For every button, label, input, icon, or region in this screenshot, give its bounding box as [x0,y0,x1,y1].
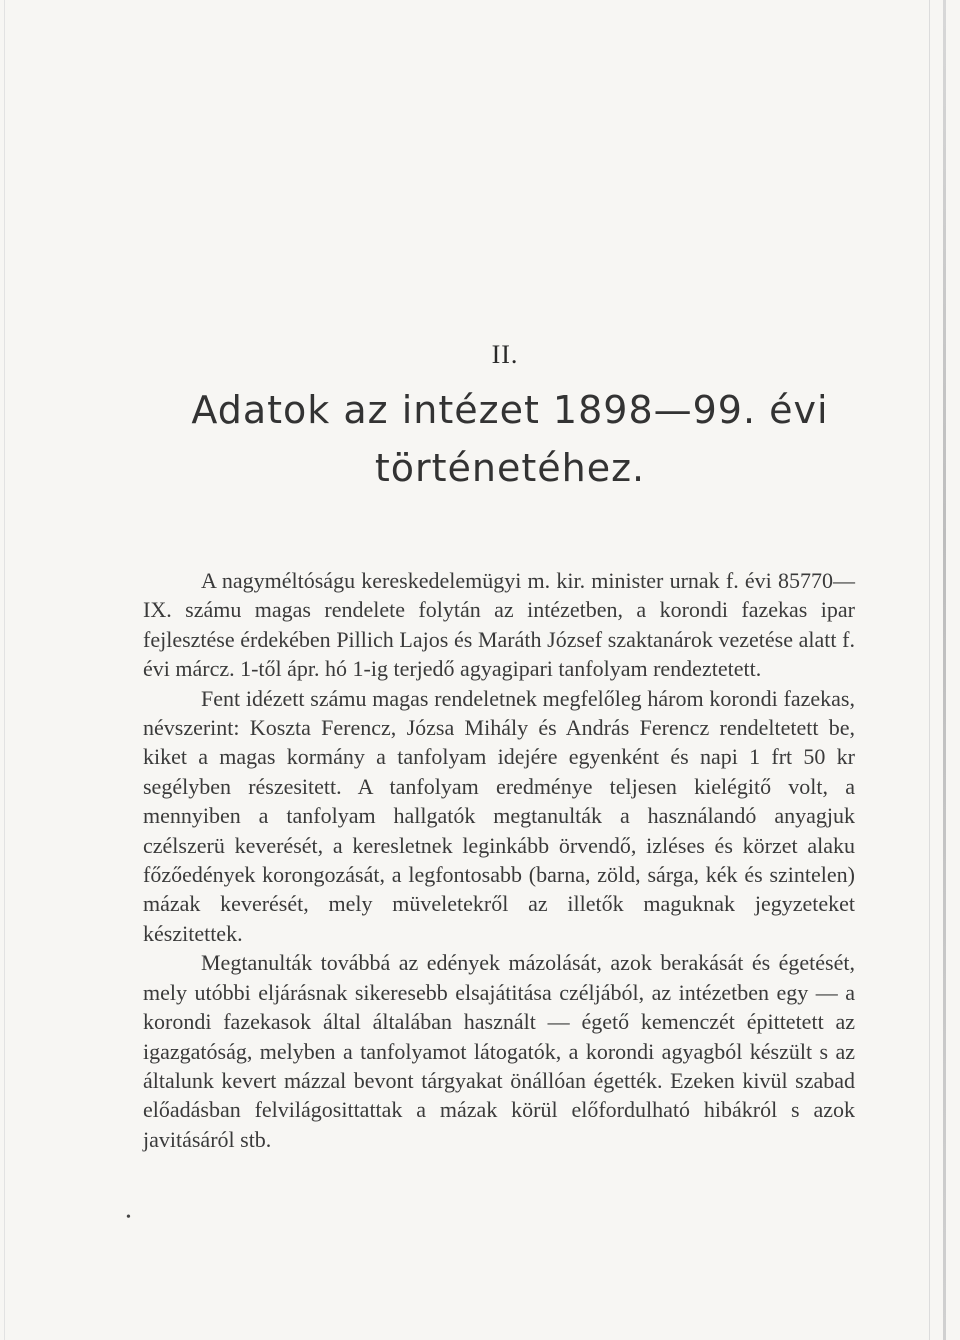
paragraph-2: Fent idézett számu magas rendeletnek megfelőleg három korondi fazekas, névszerint: Koszta Ferencz, Józsa Mihály és András Ferencz rendeltetett be, kiket a magas kormány a tanfolyam idejére egyenként és napi 1 frt 50 kr segélyben részesitett. A tanfolyam eredménye teljesen kielégitő volt, a mennyiben a tanfolyam hallgatók megtanulták a használandó anyagjuk czélszerü keverését, a keresletnek leginkább örvendő, izléses és körzet alaku főzőedények korongozását, a legfontosabb (barna, zöld, sárga, kék és szintelen) mázak keverését, mely müveletekről az illetők maguknak jegyzeteket készitettek. [143,685,855,946]
paragraph-1: A nagyméltóságu kereskedelemügyi m. kir. minister urnak f. évi 85770—IX. számu magas rendelete folytán az intézetben, a korondi fazekas ipar fejlesztése érdekében Pillich Lajos és Maráth József szaktanárok vezetése alatt f. évi márcz. 1-től ápr. hó 1-ig terjedő agyagipari tanfolyam rendeztetett. [143,568,855,682]
body-text [143,566,855,1154]
title-line-1: Adatok az intézet 1898—99. évi [191,388,829,432]
page-edge-left [4,0,5,1340]
margin-mark: • [126,1210,131,1225]
page-edge-right-inner [929,0,930,1340]
section-number: II. [491,340,519,369]
page-edge-right [943,0,946,1340]
title-line-2: történetéhez. [374,446,646,490]
paragraph-3: Megtanulták továbbá az edények mázolását, azok berakását és égetését, mely utóbbi eljárásnak sikeresebb elsajátitása czéljából, az intézetben egy — a korondi fazekasok által általában használt — égető kemenczét épittetett az igazgatóság, melyben a tanfolyamot látogatók, a korondi agyagból készült s az általunk kevert mázzal bevont tárgyakat önállóan égették. Ezeken kivül szabad előadásban felvilágosittattak a mázak körül előfordulható hibákról s azok javitásáról stb. [143,950,855,1152]
